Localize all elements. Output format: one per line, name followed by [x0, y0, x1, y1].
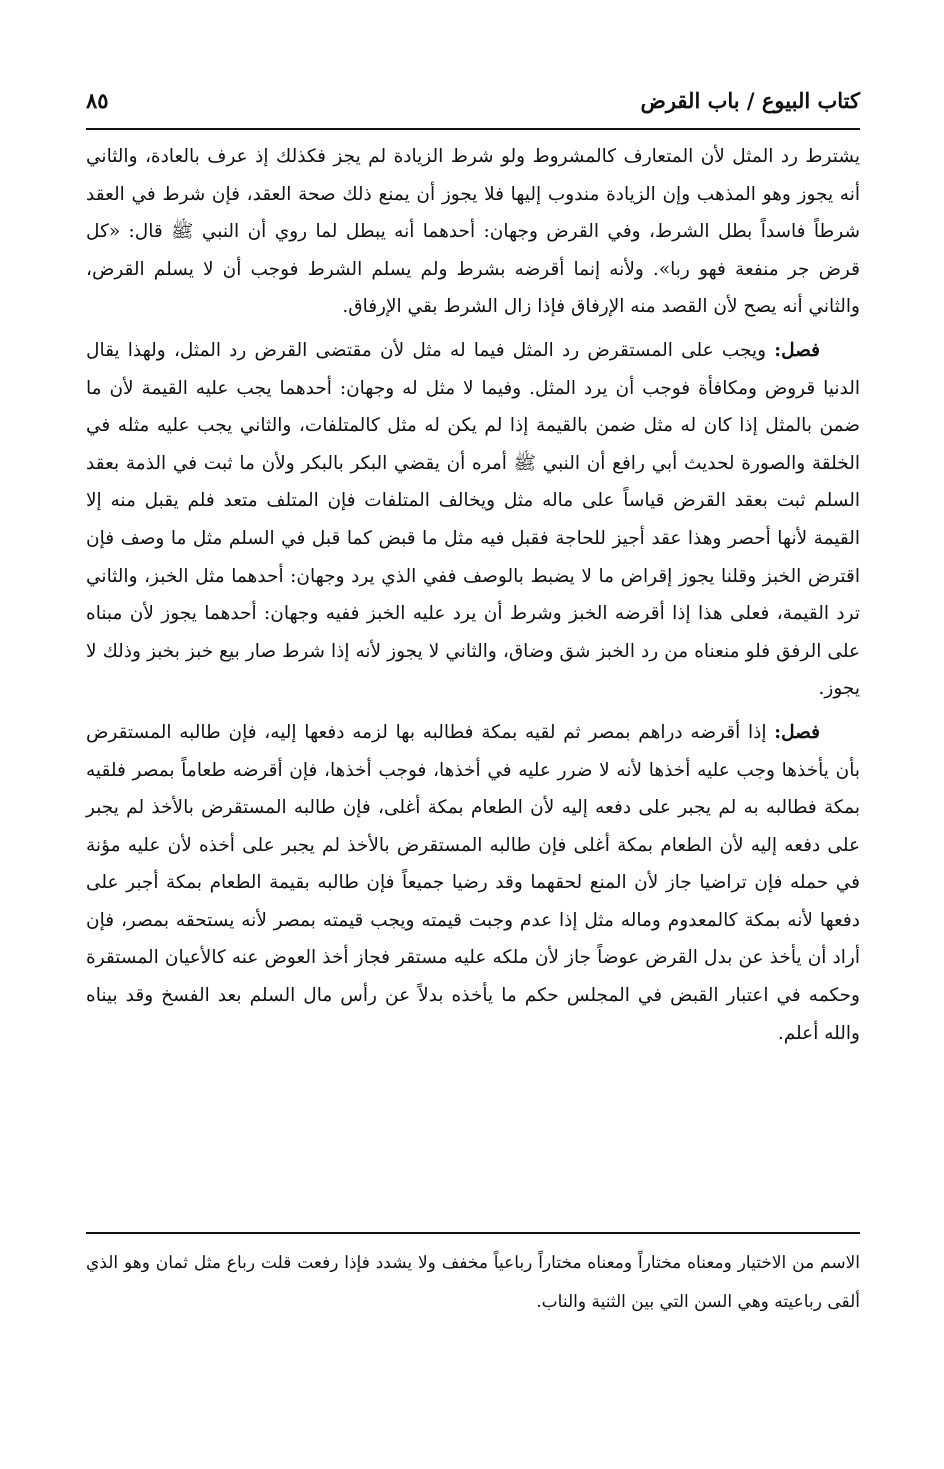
paragraph-3-text: إذا أقرضه دراهم بمصر ثم لقيه بمكة فطالبه بها لزمه دفعها إليه، فإن طالبه المستقرض بأن يأخذها وجب عليه أخذها لأنه لا ضرر عليه في أخذها، فوجب أخذها، فإن أقرضه طعاماً بمصر فلقيه بمكة فطالبه به لم يجبر على دفعه إليه لأن الطعام بمكة أغلى، فإن طالبه المستقرض بالأخذ لم يجبر على دفعه إليه لأن الطعام بمكة أغلى فإن طالبه المستقرض بالأخذ لم يجبر على أخذه لأن عليه مؤنة في حمله فإن تراضيا جاز لأن المنع لحقهما وقد رضيا جميعاً فإن طالبه بقيمة الطعام بمكة أجبر على دفعها لأنه بمكة كالمعدوم وماله مثل إذا عدم وجبت قيمته ويجب قيمته بمصر لأنه يستحقه بمصر، فإن أراد أن يأخذ عن بدل القرض عوضاً جاز لأن ملكه عليه مستقر فجاز أخذ العوض عنه كالأعيان المستقرة وحكمه في اعتبار القبض في المجلس حكم ما يأخذه بدلاً عن رأس مال السلم بعد الفسخ وقد بيناه والله أعلم. — [86, 721, 860, 1044]
paragraph-1: يشترط رد المثل لأن المتعارف كالمشروط ولو شرط الزيادة لم يجز فكذلك إذ عرف بالعادة، والثاني أنه يجوز وهو المذهب وإن الزيادة مندوب إليها فلا يجوز أن يمنع ذلك صحة العقد، فإن شرط في العقد شرطاً فاسداً بطل الشرط، وفي القرض وجهان: أحدهما أنه يبطل لما روي أن النبي ﷺ قال: «كل قرض جر منفعة فهو ربا». ولأنه إنما أقرضه بشرط ولم يسلم الشرط فوجب أن لا يسلم القرض، والثاني أنه يصح لأن القصد منه الإرفاق فإذا زال الشرط بقي الإرفاق. — [86, 146, 860, 318]
paragraph-2 — [86, 332, 860, 708]
page-header — [86, 84, 860, 124]
footnote-divider — [86, 1232, 860, 1234]
paragraph-2-text: ويجب على المستقرض رد المثل فيما له مثل لأن مقتضى القرض رد المثل، ولهذا يقال الدنيا قروض ومكافأة فوجب أن يرد المثل. وفيما لا مثل له وجهان: أحدهما يجب عليه القيمة لأن ما ضمن بالمثل إذا كان له مثل ضمن بالقيمة إذا لم يكن له مثل كالمتلفات، والثاني يجب عليه مثله في الخلقة والصورة لحديث أبي رافع أن النبي ﷺ أمره أن يقضي البكر بالبكر ولأن ما ثبت في الذمة بعقد السلم ثبت بعقد القرض قياساً على ماله مثل ويخالف المتلفات فإن المتلف متعد فلم يقبل منه إلا القيمة لأنها أحصر وهذا عقد أجيز للحاجة فقبل فيه مثل ما قبض كما قبل في السلم مثل ما وصف فإن اقترض الخبز وقلنا يجوز إقراض ما لا يضبط بالوصف ففي الذي يرد وجهان: أحدهما مثل الخبز، والثاني ترد القيمة، فعلى هذا إذا أقرضه الخبز وشرط أن يرد عليه الخبز ففيه وجهان: أحدهما يجوز لأن مبناه على الرفق فلو منعناه من رد الخبز شق وضاق، والثاني لا يجوز لأنه إذا شرط صار بيع خبز بخبز وذلك لا يجوز. — [86, 339, 860, 700]
paragraph-3 — [86, 714, 860, 1052]
main-text — [86, 138, 860, 1058]
page-number: ٨٥ — [86, 88, 109, 113]
footnote — [86, 1244, 860, 1322]
header-divider — [86, 128, 860, 130]
section-label-fasl: فصل: — [774, 339, 820, 361]
footnote-text: الاسم من الاختيار ومعناه مختاراً ومعناه مختاراً رباعياً مخفف ولا يشدد فإذا رفعت قلت رباع مثل ثمان وهو الذي ألقى رباعيته وهي السن التي بين الثنية والناب. — [86, 1253, 860, 1312]
section-label-fasl: فصل: — [774, 721, 820, 743]
running-title: كتاب البيوع / باب القرض — [640, 88, 860, 113]
